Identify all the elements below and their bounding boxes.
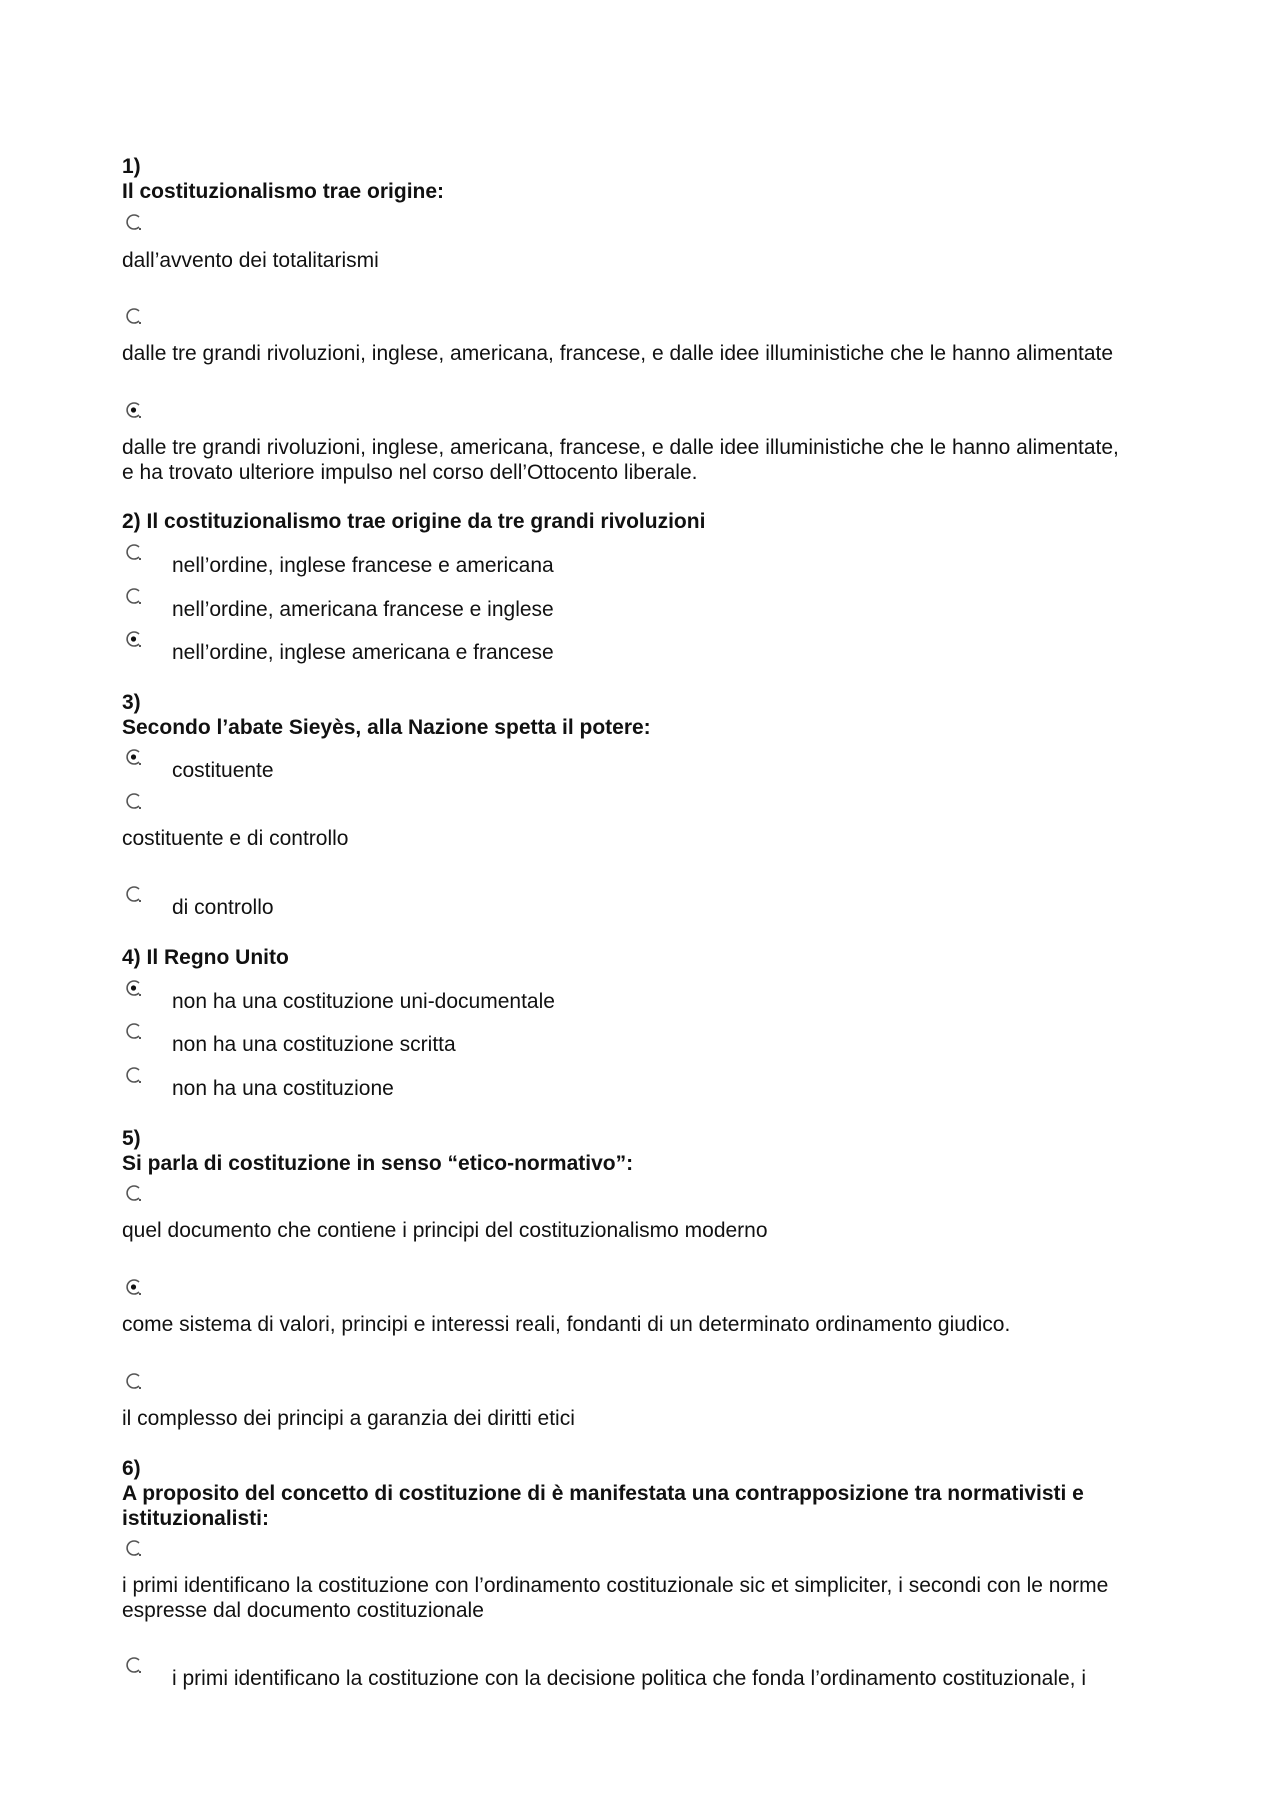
q1-option-2-label: dalle tre grandi rivoluzioni, inglese, americana, francese, e dalle idee illuministiche che le hanno alimentate [122, 342, 1114, 365]
q2-option-3-radio-selected[interactable] [125, 630, 143, 648]
q6-option-1-label-line-2: espresse dal documento costituzionale [122, 1599, 484, 1622]
q4-option-3-radio[interactable] [125, 1066, 143, 1084]
q2-option-2-radio[interactable] [125, 587, 143, 605]
q1-option-1-label: dall’avvento dei totalitarismi [122, 249, 379, 272]
question-4-title: 4) Il Regno Unito [122, 946, 289, 969]
question-1-number: 1) [122, 155, 141, 178]
q4-option-2-label: non ha una costituzione scritta [172, 1033, 456, 1056]
question-6-title-line-1: A proposito del concetto di costituzione di è manifestata una contrapposizione tra normativisti e [122, 1482, 1084, 1505]
question-5-number: 5) [122, 1127, 141, 1150]
q5-option-2-radio-selected[interactable] [125, 1278, 143, 1296]
q2-option-1-label: nell’ordine, inglese francese e americana [172, 554, 554, 577]
q6-option-2-radio[interactable] [125, 1656, 143, 1674]
q6-option-1-label-line-1: i primi identificano la costituzione con l’ordinamento costituzionale sic et simpliciter, i secondi con le norme [122, 1574, 1109, 1597]
q1-option-3-radio-selected[interactable] [125, 401, 143, 419]
question-1-title: Il costituzionalismo trae origine: [122, 180, 445, 203]
q3-option-2-radio[interactable] [125, 792, 143, 810]
q2-option-2-label: nell’ordine, americana francese e inglese [172, 598, 554, 621]
question-6-title-line-2: istituzionalisti: [122, 1507, 269, 1530]
question-6-number: 6) [122, 1457, 141, 1480]
q5-option-1-radio[interactable] [125, 1184, 143, 1202]
q4-option-1-label: non ha una costituzione uni-documentale [172, 990, 555, 1013]
q2-option-3-label: nell’ordine, inglese americana e francese [172, 641, 554, 664]
q6-option-2-label: i primi identificano la costituzione con la decisione politica che fonda l’ordinamento costituzionale, i [172, 1667, 1087, 1690]
q5-option-3-radio[interactable] [125, 1372, 143, 1390]
q3-option-3-radio[interactable] [125, 885, 143, 903]
q5-option-2-label: come sistema di valori, principi e interessi reali, fondanti di un determinato ordinamento giudico. [122, 1313, 1011, 1336]
q1-option-3-label-line-2: e ha trovato ulteriore impulso nel corso dell’Ottocento liberale. [122, 461, 698, 484]
question-3-title: Secondo l’abate Sieyès, alla Nazione spetta il potere: [122, 716, 651, 739]
q1-option-2-radio[interactable] [125, 307, 143, 325]
q1-option-3-label-line-1: dalle tre grandi rivoluzioni, inglese, americana, francese, e dalle idee illuministiche che le hanno alimentate, [122, 436, 1119, 459]
question-2-title: 2) Il costituzionalismo trae origine da tre grandi rivoluzioni [122, 510, 706, 533]
q1-option-1-radio[interactable] [125, 213, 143, 231]
q4-option-1-radio-selected[interactable] [125, 979, 143, 997]
question-3-number: 3) [122, 691, 141, 714]
q5-option-3-label: il complesso dei principi a garanzia dei diritti etici [122, 1407, 575, 1430]
q3-option-1-label: costituente [172, 759, 274, 782]
q4-option-3-label: non ha una costituzione [172, 1077, 394, 1100]
question-5-title: Si parla di costituzione in senso “etico-normativo”: [122, 1152, 634, 1175]
q3-option-2-label: costituente e di controllo [122, 827, 349, 850]
q2-option-1-radio[interactable] [125, 543, 143, 561]
q6-option-1-radio[interactable] [125, 1539, 143, 1557]
q3-option-1-radio-selected[interactable] [125, 748, 143, 766]
q3-option-3-label: di controllo [172, 896, 274, 919]
q4-option-2-radio[interactable] [125, 1022, 143, 1040]
q5-option-1-label: quel documento che contiene i principi del costituzionalismo moderno [122, 1219, 768, 1242]
